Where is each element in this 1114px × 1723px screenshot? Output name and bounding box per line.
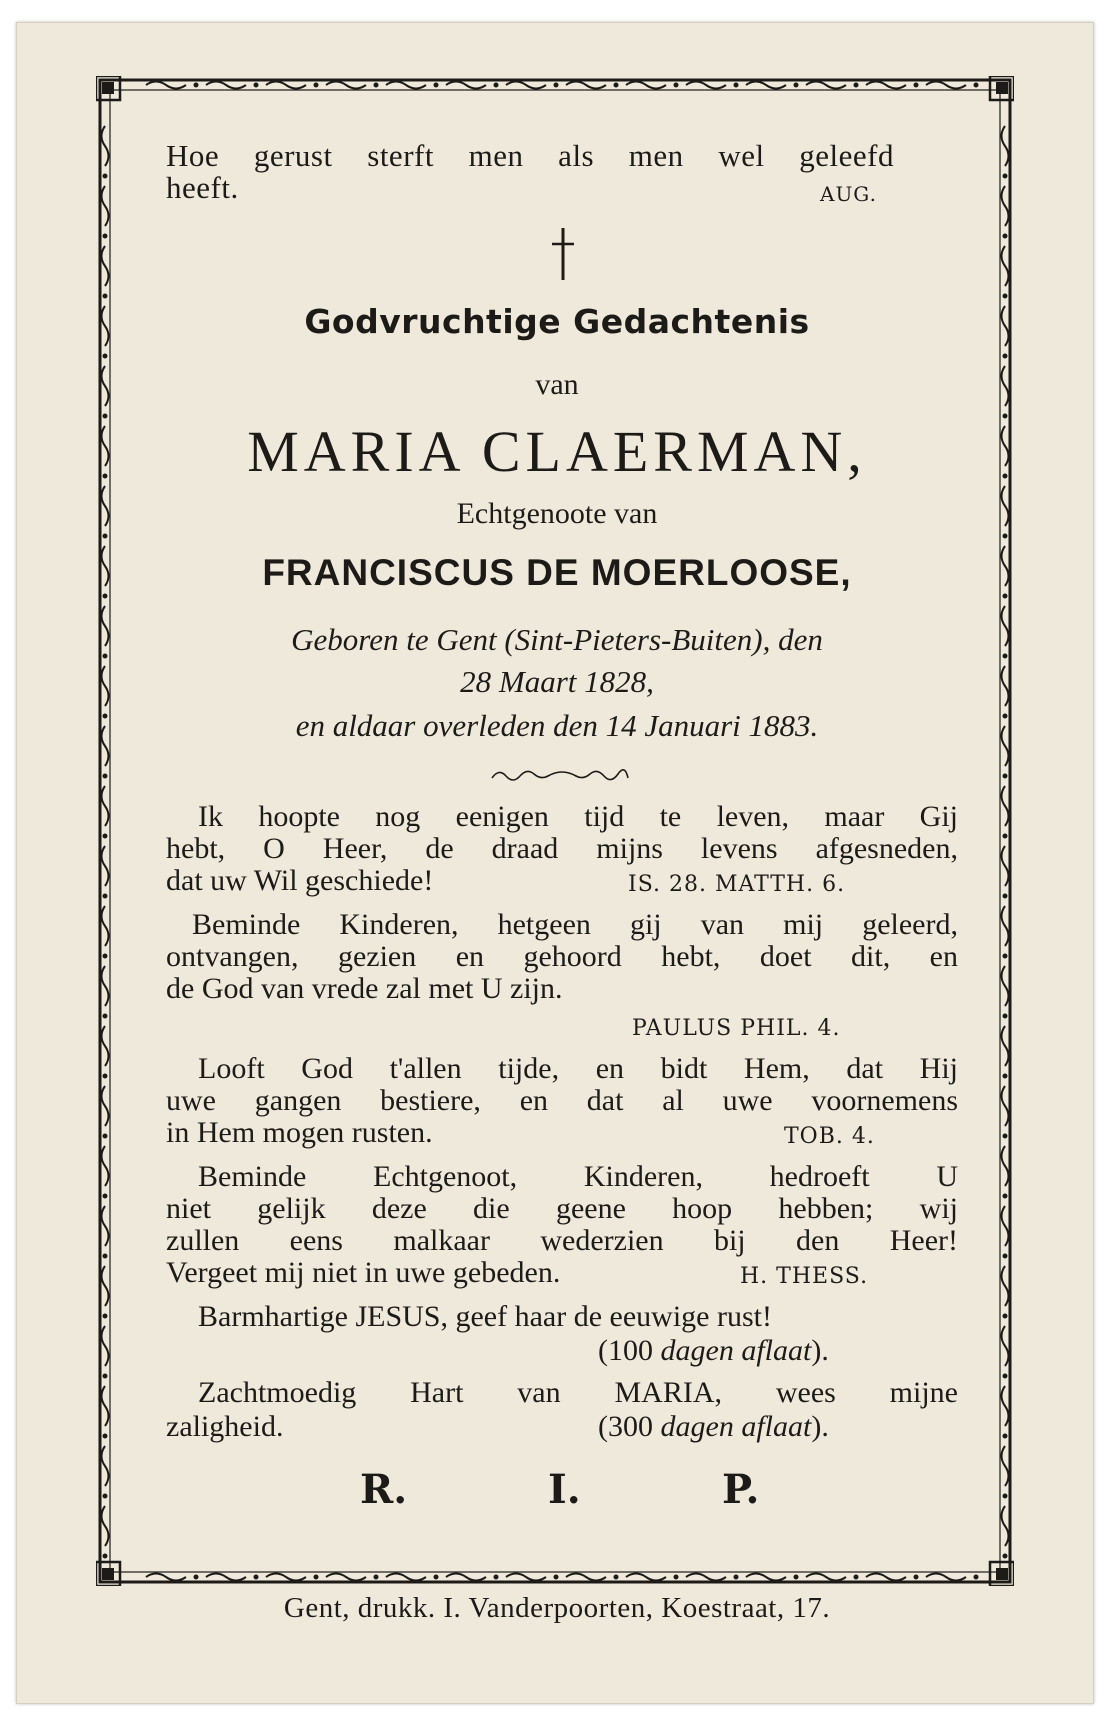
verse-1-line-1: Ik hoopte nog eenigen tijd te leven, maar Gij [198,800,958,833]
border-ornament [103,174,108,179]
border-ornament [746,1574,786,1581]
verse-1-line-2: hebt, O Heer, de draad mijns levens afgesneden, [166,832,958,865]
border-ornament [102,1026,109,1066]
border-ornament [446,82,486,89]
border-ornament [254,83,259,88]
border-ornament [854,83,859,88]
border-ornament [794,1575,799,1580]
border-ornament [566,82,606,89]
prayer-1-indulgence: (100 dagen aflaat). [598,1334,829,1367]
verse-3-ref: TOB. 4. [784,1124,875,1149]
printer-imprint: Gent, drukk. I. Vanderpoorten, Koestraat, 17. [283,1592,831,1624]
border-ornament [206,82,246,89]
border-ornament [103,1554,108,1559]
border-ornament [146,1574,186,1581]
border-ornament [866,1574,906,1581]
border-ornament [866,82,906,89]
border-ornament [103,834,108,839]
border-ornament [1002,786,1009,826]
border-ornament [103,1434,108,1439]
border-ornament [103,1014,108,1019]
border-ornament [102,1266,109,1306]
border-ornament [974,1575,979,1580]
border-ornament [566,1574,606,1581]
border-ornament [102,1446,109,1486]
border-ornament [374,1575,379,1580]
border-ornament [194,83,199,88]
rip-i: I. [548,1466,581,1513]
border-ornament [1002,186,1009,226]
deceased-name: MARIA CLAERMAN, [247,419,867,484]
border-ornament [554,1575,559,1580]
border-ornament [386,1574,426,1581]
border-ornament [914,1575,919,1580]
border-ornament [806,1574,846,1581]
border-ornament [326,1574,366,1581]
prayer-2-line-1: Zachtmoedig Hart van MARIA, wees mijne [198,1376,958,1409]
verse-2-line-1: Beminde Kinderen, hetgeen gij van mij geleerd, [192,908,958,941]
border-ornament [674,83,679,88]
border-ornament [102,906,109,946]
border-ornament [1002,1506,1009,1546]
border-ornament [103,954,108,959]
epigraph-source: AUG. [820,182,877,206]
border-ornament [103,894,108,899]
border-ornament [914,83,919,88]
border-ornament [103,1074,108,1079]
border-ornament [266,82,306,89]
border-ornament [1002,966,1009,1006]
border-ornament [506,82,546,89]
border-ornament [102,126,109,166]
border-ornament [194,1575,199,1580]
border-ornament [1003,534,1008,539]
border-ornament [1002,1386,1009,1426]
death-line: en aldaar overleden den 14 Januari 1883. [295,708,819,743]
border-ornament [686,82,726,89]
verse-4-ref: H. THESS. [740,1264,869,1289]
border-ornament [103,1494,108,1499]
border-ornament [434,1575,439,1580]
border-ornament [494,1575,499,1580]
spouse-name: FRANCISCUS DE MOERLOOSE, [262,552,852,593]
verse-3-line-2: uwe gangen bestiere, en dat al uwe voornemens [166,1084,958,1117]
cross-icon [548,226,578,282]
border-ornament [614,83,619,88]
prayer-2-line-2: zaligheid. [166,1410,284,1443]
border-ornament [254,1575,259,1580]
verse-4-line-4: Vergeet mij niet in uwe gebeden. [166,1256,561,1289]
border-ornament [554,83,559,88]
border-ornament [686,1574,726,1581]
heading: Godvruchtige Gedachtenis [304,302,810,341]
verse-3-line-3: in Hem mogen rusten. [166,1116,433,1149]
border-ornament [734,1575,739,1580]
border-ornament [1002,1086,1009,1126]
border-ornament [314,1575,319,1580]
border-ornament [434,83,439,88]
border-ornament [1002,846,1009,886]
border-ornament [206,1574,246,1581]
border-ornament [102,1386,109,1426]
border-ornament [102,1086,109,1126]
border-ornament [494,83,499,88]
border-ornament [103,1374,108,1379]
border-ornament [1002,906,1009,946]
border-ornament [794,83,799,88]
border-ornament [314,83,319,88]
border-ornament [103,354,108,359]
border-ornament [1002,126,1009,166]
border-ornament [1003,1554,1008,1559]
epigraph-line-1: Hoe gerust sterft men als men wel geleefd [166,138,894,173]
border-ornament [102,1568,114,1580]
border-ornament [326,82,366,89]
border-ornament [103,1314,108,1319]
border-ornament [1002,246,1009,286]
verse-4-line-2: niet gelijk deze die geene hoop hebben; wij [166,1192,958,1225]
border-ornament [374,83,379,88]
border-ornament [102,246,109,286]
border-ornament [1003,174,1008,179]
border-ornament [674,1575,679,1580]
verse-2-line-2: ontvangen, gezien en gehoord hebt, doet dit, en [166,940,958,973]
border-ornament [1003,1074,1008,1079]
border-ornament [1002,1446,1009,1486]
border-ornament [102,82,114,94]
border-ornament [102,966,109,1006]
border-ornament [926,82,966,89]
border-ornament [102,186,109,226]
border-ornament [102,1326,109,1366]
prayer-1-line-1: Barmhartige JESUS, geef haar de eeuwige rust! [198,1300,772,1333]
border-ornament [386,82,426,89]
border-ornament [1003,294,1008,299]
border-ornament [266,1574,306,1581]
border-ornament [1003,1014,1008,1019]
epigraph-line-2: heeft. [166,170,239,205]
border-ornament [1003,1494,1008,1499]
birth-line-1: Geboren te Gent (Sint-Pieters-Buiten), den [291,622,823,657]
verse-3-line-1: Looft God t'allen tijde, en bidt Hem, dat Hij [198,1052,958,1085]
border-ornament [854,1575,859,1580]
verse-4-line-3: zullen eens malkaar wederzien bij den Heer! [166,1224,958,1257]
border-ornament [746,82,786,89]
border-ornament [102,846,109,886]
border-ornament [1003,1134,1008,1139]
border-ornament [1003,894,1008,899]
verse-2-line-3: de God van vrede zal met U zijn. [166,972,563,1005]
border-ornament [974,83,979,88]
border-ornament [806,82,846,89]
border-ornament [1003,774,1008,779]
border-ornament [1002,1266,1009,1306]
border-ornament [926,1574,966,1581]
border-ornament [102,1506,109,1546]
birth-line-2: 28 Maart 1828, [460,664,654,699]
border-ornament [1003,1374,1008,1379]
border-ornament [146,82,186,89]
border-ornament [1003,1254,1008,1259]
border-ornament [102,1206,109,1246]
border-ornament [103,234,108,239]
border-ornament [102,1146,109,1186]
border-ornament [103,534,108,539]
border-ornament [626,1574,666,1581]
border-ornament [103,1254,108,1259]
border-ornament [102,786,109,826]
border-ornament [103,594,108,599]
border-ornament [103,1194,108,1199]
verse-4-line-1: Beminde Echtgenoot, Kinderen, hedroeft U [198,1160,958,1193]
border-ornament [1003,594,1008,599]
van-label: van [535,368,579,401]
border-ornament [996,82,1008,94]
border-ornament [1003,834,1008,839]
border-ornament [1003,1314,1008,1319]
border-ornament [734,83,739,88]
border-ornament [1003,1194,1008,1199]
border-ornament [1002,1026,1009,1066]
border-ornament [446,1574,486,1581]
border-ornament [996,1568,1008,1580]
border-ornament [626,82,666,89]
spouse-intro: Echtgenoote van [456,497,658,530]
border-ornament [614,1575,619,1580]
border-ornament [506,1574,546,1581]
verse-1-line-3: dat uw Wil geschiede! [166,864,434,897]
border-ornament [1003,354,1008,359]
border-ornament [1003,954,1008,959]
border-ornament [103,294,108,299]
wave-divider [490,766,630,786]
border-ornament [1003,234,1008,239]
border-ornament [103,774,108,779]
prayer-2-indulgence: (300 dagen aflaat). [598,1410,829,1443]
border-ornament [1002,1326,1009,1366]
verse-1-ref: IS. 28. MATTH. 6. [628,872,846,897]
rip-p: P. [722,1466,760,1513]
verse-2-ref: PAULUS PHIL. 4. [632,1016,841,1041]
rip-r: R. [360,1466,408,1513]
border-ornament [1003,1434,1008,1439]
border-ornament [1002,1206,1009,1246]
border-ornament [1002,1146,1009,1186]
border-ornament [103,1134,108,1139]
